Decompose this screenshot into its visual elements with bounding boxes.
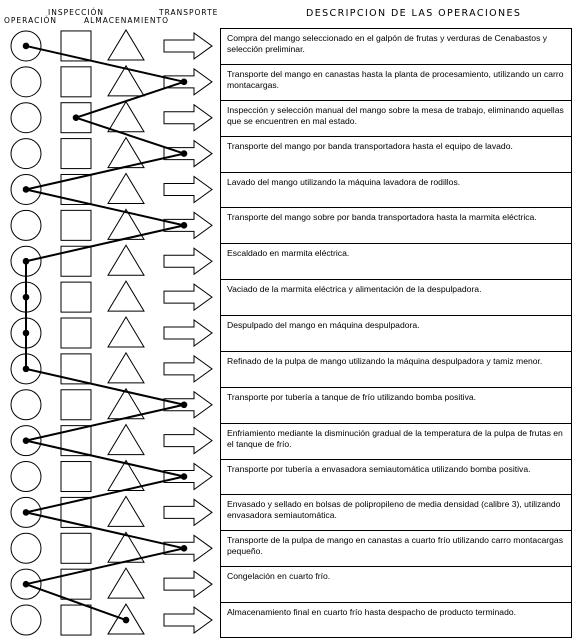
header-inspeccion: INSPECCIÓN [48,8,105,17]
inspection-square-icon [61,318,91,348]
storage-triangle-icon [108,568,144,598]
operation-circle-icon [11,533,41,563]
flow-dot [181,473,188,480]
description-row: Inspección y selección manual del mango sobre la mesa de trabajo, eliminando aquellas que se encuentren en mal estado. [221,101,571,137]
description-row: Refinado de la pulpa de mango utilizando la máquina despulpadora y tamiz menor. [221,352,571,388]
description-row: Enfriamiento mediante la disminución gradual de la temperatura de la pulpa de frutas en el tanque de frío. [221,424,571,460]
inspection-square-icon [61,282,91,312]
storage-triangle-icon [108,245,144,275]
flow-connector [26,512,184,548]
flow-connector [26,441,184,477]
flow-connector [26,154,184,190]
description-row: Compra del mango seleccionado en el galpón de frutas y verduras de Cenabastos y selección preliminar. [221,29,571,65]
storage-triangle-icon [108,425,144,455]
description-row: Transporte por tubería a envasadora semiautomática utilizando bomba positiva. [221,460,571,496]
process-symbols [0,0,220,643]
operation-circle-icon [11,210,41,240]
operation-circle-icon [11,139,41,169]
operation-circle-icon [11,390,41,420]
description-row: Vaciado de la marmita eléctrica y alimentación de la despulpadora. [221,280,571,316]
storage-triangle-icon [108,173,144,203]
flow-connector [76,118,184,154]
storage-triangle-icon [108,353,144,383]
transport-arrow-icon [164,69,212,95]
storage-triangle-icon [108,317,144,347]
flow-dot [23,437,30,444]
description-row: Transporte por tubería a tanque de frío utilizando bomba positiva. [221,388,571,424]
flow-dot [23,581,30,588]
header-descripcion: DESCRIPCION DE LAS OPERACIONES [306,8,522,19]
transport-arrow-icon [164,428,212,454]
inspection-square-icon [61,533,91,563]
flow-dot [23,366,30,373]
flow-connector [26,225,184,261]
description-row: Envasado y sellado en bolsas de polipropileno de media densidad (calibre 3), utilizando envasadora semiautomática. [221,495,571,531]
description-row: Lavado del mango utilizando la máquina lavadora de rodillos. [221,173,571,209]
inspection-square-icon [61,390,91,420]
storage-triangle-icon [108,281,144,311]
transport-arrow-icon [164,392,212,418]
transport-arrow-icon [164,141,212,167]
inspection-square-icon [61,462,91,492]
operation-circle-icon [11,67,41,97]
transport-arrow-icon [164,499,212,525]
storage-triangle-icon [108,30,144,60]
flow-connector [26,189,184,225]
operation-circle-icon [11,103,41,133]
header-transporte: TRANSPORTE [159,8,219,17]
transport-arrow-icon [164,320,212,346]
transport-arrow-icon [164,33,212,59]
flow-dot [181,545,188,552]
transport-arrow-icon [164,105,212,131]
flow-dot [181,150,188,157]
header-almacenamiento: ALMACENAMIENTO [84,16,170,25]
flow-connector [26,369,184,405]
flow-dot [181,401,188,408]
description-row: Escaldado en marmita eléctrica. [221,244,571,280]
transport-arrow-icon [164,248,212,274]
flow-connector [26,584,126,620]
transport-arrow-icon [164,464,212,490]
description-column [220,28,572,638]
storage-triangle-icon [108,496,144,526]
description-row: Almacenamiento final en cuarto frío hasta despacho de producto terminado. [227,607,517,618]
operation-circle-icon [11,605,41,635]
flow-dot [23,186,30,193]
flow-dot [23,258,30,265]
transport-arrow-icon [164,176,212,202]
flow-dot [181,222,188,229]
header-operacion: OPERACIÓN [4,16,58,25]
transport-arrow-icon [164,571,212,597]
transport-arrow-icon [164,607,212,633]
transport-arrow-icon [164,356,212,382]
flow-dot [23,509,30,516]
flow-dot [23,294,30,301]
description-row: Transporte del mango sobre por banda transportadora hasta la marmita eléctrica. [221,208,571,244]
storage-triangle-icon [108,66,144,96]
flow-connector [26,405,184,441]
description-row: Congelación en cuarto frío. [221,567,571,603]
flow-dot [123,617,130,624]
transport-arrow-icon [164,535,212,561]
flow-connector [76,82,184,118]
flow-connector [26,548,184,584]
flow-dot [181,79,188,86]
inspection-square-icon [61,67,91,97]
transport-arrow-icon [164,284,212,310]
operation-circle-icon [11,462,41,492]
transport-arrow-icon [164,212,212,238]
description-row: Transporte del mango en canastas hasta la planta de procesamiento, utilizando un carro montacargas. [221,65,571,101]
inspection-square-icon [61,605,91,635]
description-row: Transporte del mango por banda transportadora hasta el equipo de lavado. [221,137,571,173]
inspection-square-icon [61,210,91,240]
inspection-square-icon [61,139,91,169]
flow-connector [26,477,184,513]
flow-dot [73,114,80,121]
flow-dot [23,330,30,337]
flow-connector [26,46,184,82]
flow-dot [23,43,30,50]
description-row: Transporte de la pulpa de mango en canastas a cuarto frío utilizando carro montacargas pequeño. [221,531,571,567]
description-row: Despulpado del mango en máquina despulpadora. [221,316,571,352]
